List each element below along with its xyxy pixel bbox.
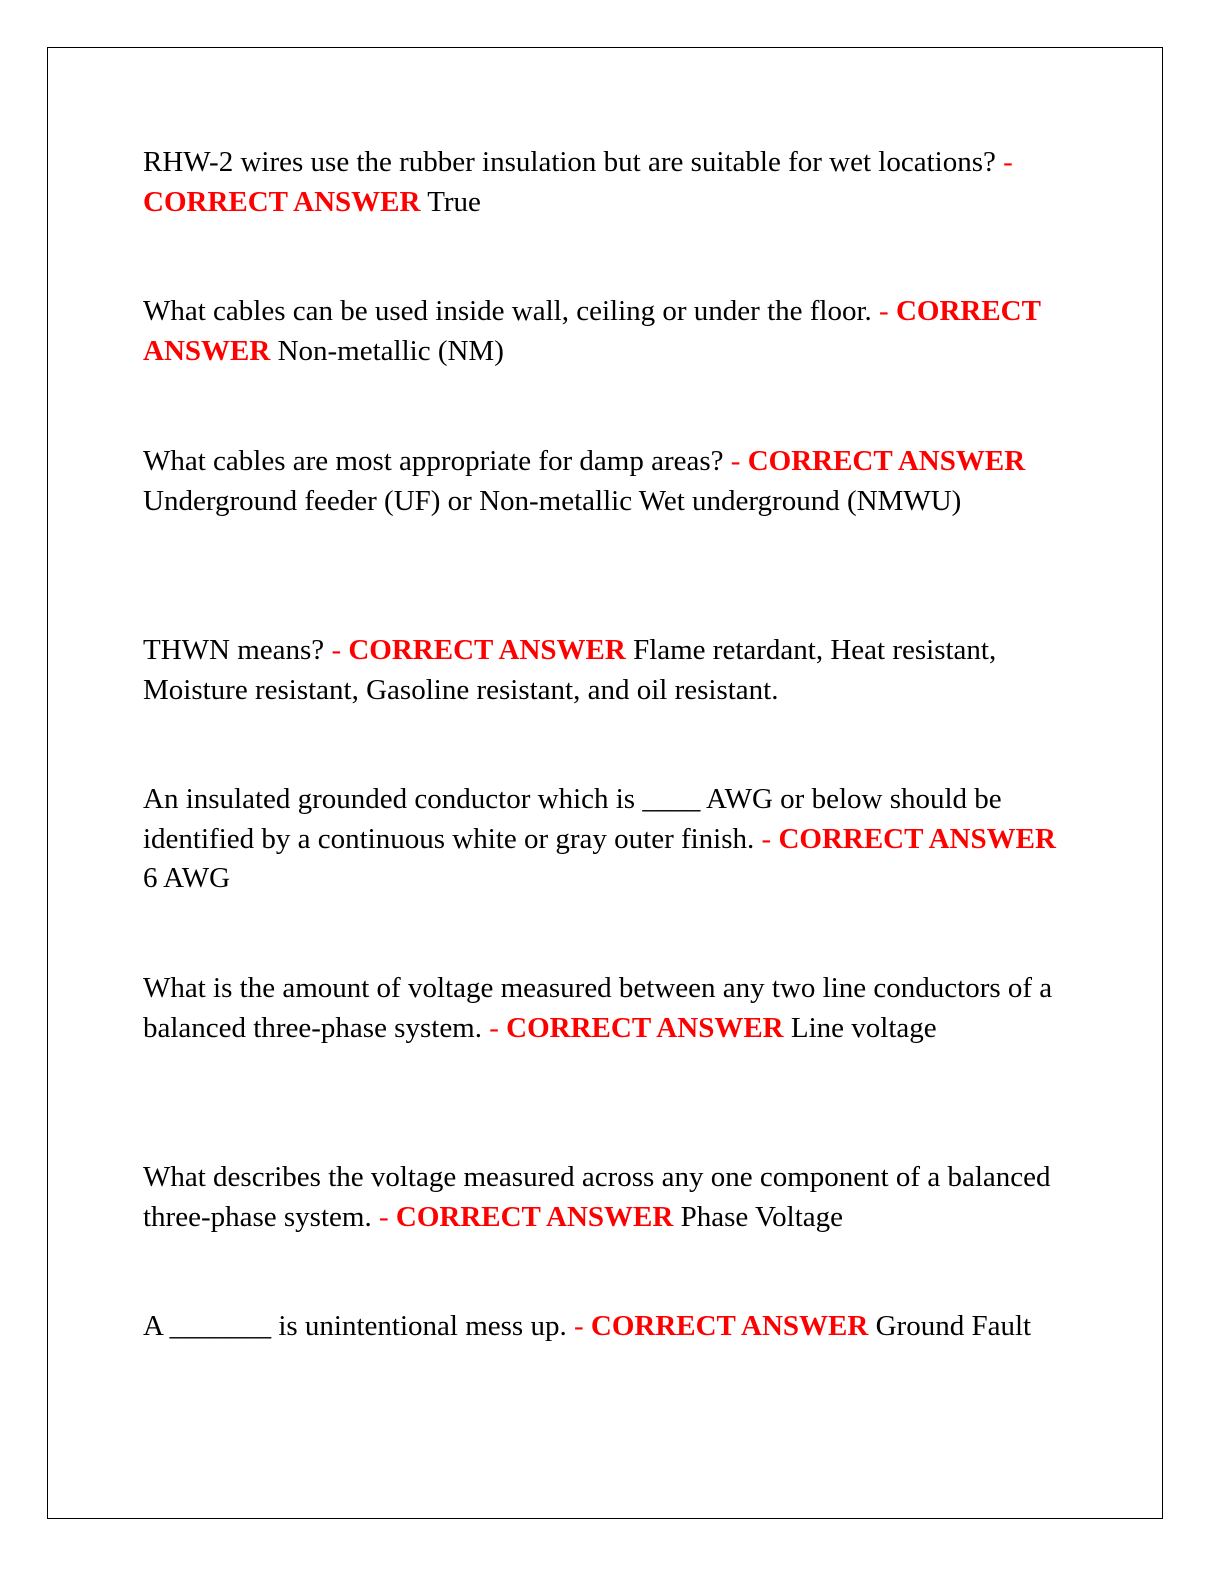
answer-separator: - xyxy=(754,822,779,855)
qa-item-4 xyxy=(143,631,1058,710)
answer-marker xyxy=(482,1012,784,1044)
answer-label: CORRECT ANSWER xyxy=(590,1310,869,1342)
question-text: What cables can be used inside wall, ceiling or under the floor. xyxy=(143,295,872,327)
question-text: A _______ is unintentional mess up. xyxy=(143,1310,567,1342)
answer-label: CORRECT ANSWER xyxy=(143,295,1041,367)
qa-item-1 xyxy=(143,143,1058,222)
answer-text: Underground feeder (UF) or Non-metallic Wet underground (NMWU) xyxy=(143,484,962,517)
answer-label: CORRECT ANSWER xyxy=(395,1200,674,1233)
answer-label: CORRECT ANSWER xyxy=(778,822,1056,855)
answer-separator: - xyxy=(324,634,349,666)
answer-text: Non-metallic (NM) xyxy=(277,334,504,367)
answer-label: CORRECT ANSWER xyxy=(143,185,421,218)
qa-item-2 xyxy=(143,292,1058,371)
question-text: What describes the voltage measured across any one component of a balanced three-phase system. xyxy=(143,1161,1051,1233)
answer-marker xyxy=(324,634,626,666)
qa-item-8 xyxy=(143,1307,1058,1347)
qa-item-5 xyxy=(143,780,1058,899)
answer-separator: - xyxy=(995,146,1013,178)
question-text: What is the amount of voltage measured between any two line conductors of a balanced three-phase system. xyxy=(143,972,1053,1044)
answer-text: Line voltage xyxy=(790,1011,937,1044)
answer-text: True xyxy=(427,185,481,218)
qa-item-3 xyxy=(143,442,1058,521)
question-text: THWN means? xyxy=(143,634,325,666)
answer-marker xyxy=(724,445,1026,477)
answer-label: CORRECT ANSWER xyxy=(747,445,1026,477)
answer-text: Flame retardant, Heat resistant, Moisture resistant, Gasoline resistant, and oil resistant. xyxy=(143,634,997,706)
answer-text: Ground Fault xyxy=(875,1310,1032,1342)
answer-separator: - xyxy=(871,295,896,327)
qa-item-6 xyxy=(143,969,1058,1048)
answer-separator: - xyxy=(371,1200,396,1233)
answer-marker xyxy=(567,1310,869,1342)
question-text: An insulated grounded conductor which is ____ AWG or below should be identified by a continuous white or gray outer finish. xyxy=(143,783,1002,855)
qa-item-7 xyxy=(143,1158,1058,1237)
answer-separator: - xyxy=(566,1310,591,1342)
question-text: RHW-2 wires use the rubber insulation but are suitable for wet locations? xyxy=(143,146,996,178)
answer-label: CORRECT ANSWER xyxy=(348,634,626,666)
answer-label: CORRECT ANSWER xyxy=(506,1011,784,1044)
answer-marker xyxy=(754,823,1056,855)
answer-separator: - xyxy=(482,1011,507,1044)
answer-text: Phase Voltage xyxy=(680,1200,844,1233)
answer-separator: - xyxy=(723,445,748,477)
question-text: What cables are most appropriate for damp areas? xyxy=(143,445,724,477)
answer-marker xyxy=(372,1201,674,1233)
answer-text: 6 AWG xyxy=(143,862,231,894)
